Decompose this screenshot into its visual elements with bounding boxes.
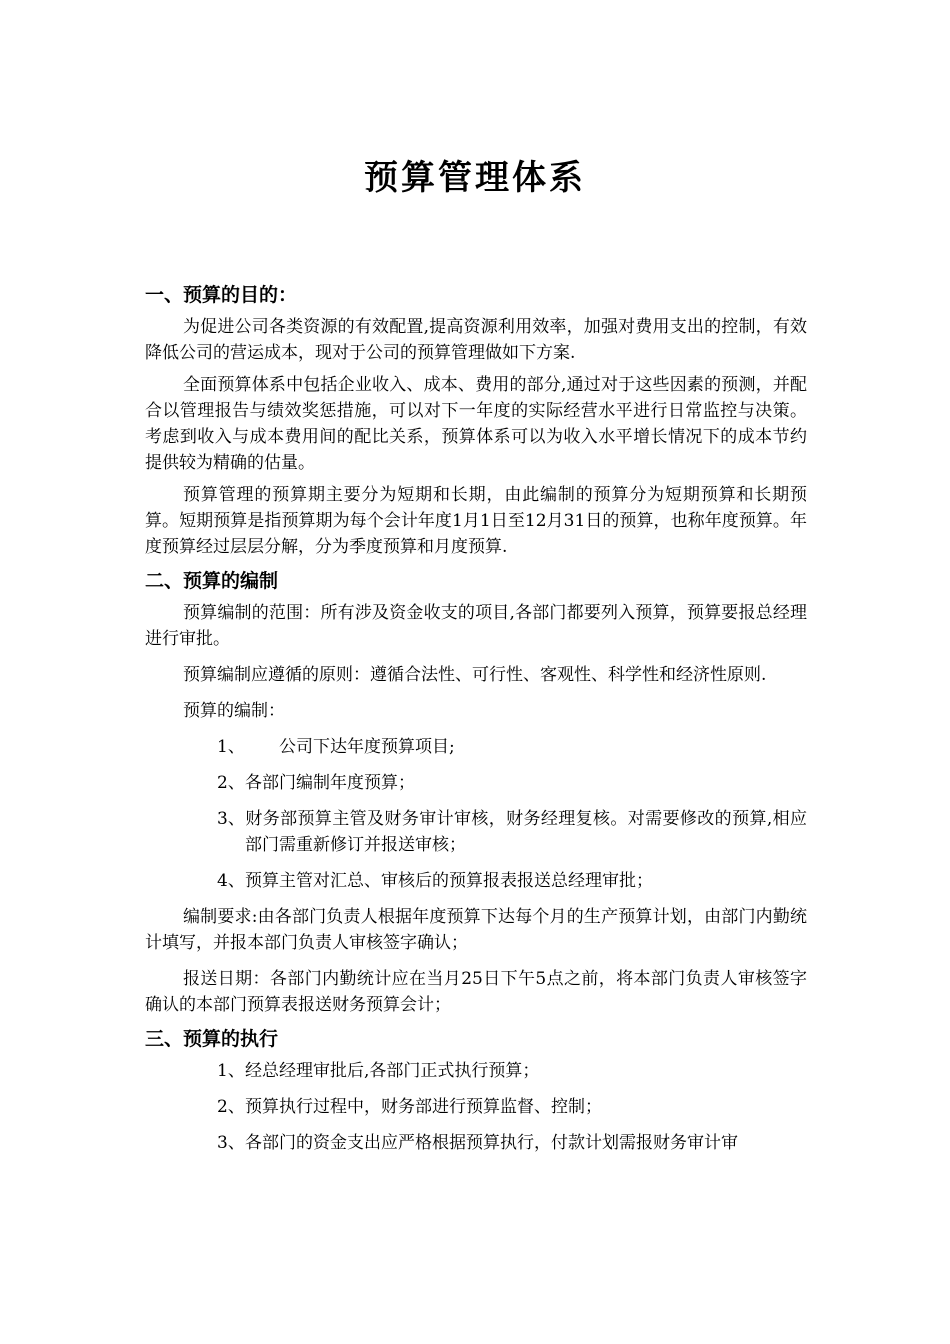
list-item <box>145 806 807 858</box>
list-item-number: 1、 <box>217 1061 245 1081</box>
list-item <box>145 1130 807 1156</box>
paragraph: 预算管理的预算期主要分为短期和长期，由此编制的预算分为短期预算和长期预算。短期预算是指预算期为每个会计年度1月1日至12月31日的预算，也称年度预算。年度预算经过层层分解，分为季度预算和月度预算. <box>145 485 807 557</box>
list-item-text: 财务部预算主管及财务审计审核，财务经理复核。对需要修改的预算,相应部门需重新修订并报送审核； <box>245 809 807 855</box>
list-item-text: 经总经理审批后,各部门正式执行预算； <box>245 1061 540 1081</box>
list-item-text: 公司下达年度预算项目; <box>279 737 455 757</box>
list-item <box>145 1094 807 1120</box>
list-item <box>145 734 807 760</box>
list-item-number: 3、 <box>217 1133 245 1153</box>
paragraph: 为促进公司各类资源的有效配置,提高资源利用效率，加强对费用支出的控制，有效降低公司的营运成本，现对于公司的预算管理做如下方案. <box>145 317 807 363</box>
list-item <box>145 1058 807 1084</box>
list-item-number: 1、 <box>217 737 245 757</box>
document-title: 预算管理体系 <box>364 158 586 198</box>
paragraph: 预算编制的范围：所有涉及资金收支的项目,各部门都要列入预算，预算要报总经理进行审批。 <box>145 603 807 649</box>
list-item-text: 预算执行过程中，财务部进行预算监督、控制； <box>245 1097 602 1117</box>
paragraph: 预算编制应遵循的原则：遵循合法性、可行性、客观性、科学性和经济性原则. <box>183 665 767 685</box>
list-item <box>145 770 807 796</box>
paragraph: 全面预算体系中包括企业收入、成本、费用的部分,通过对于这些因素的预测，并配合以管理报告与绩效奖惩措施，可以对下一年度的实际经营水平进行日常监控与决策。考虑到收入与成本费用间的配比关系，预算体系可以为收入水平增长情况下的成本节约提供较为精确的估量。 <box>145 375 807 473</box>
paragraph: 预算的编制： <box>183 701 285 721</box>
list-item-text: 预算主管对汇总、审核后的预算报表报送总经理审批； <box>245 871 653 891</box>
list-item-number: 2、 <box>217 773 245 793</box>
list-item-number: 2、 <box>217 1097 245 1117</box>
list-item-number: 3、 <box>217 809 245 829</box>
document-body <box>145 280 807 1166</box>
list-item-text: 各部门的资金支出应严格根据预算执行，付款计划需报财务审计审 <box>245 1133 738 1153</box>
list-item-text: 各部门编制年度预算； <box>245 773 415 793</box>
paragraph: 报送日期：各部门内勤统计应在当月25日下午5点之前，将本部门负责人审核签字确认的本部门预算表报送财务预算会计； <box>145 969 807 1015</box>
paragraph: 编制要求:由各部门负责人根据年度预算下达每个月的生产预算计划，由部门内勤统计填写，并报本部门负责人审核签字确认； <box>145 907 807 953</box>
list-item-number: 4、 <box>217 871 245 891</box>
section-heading-compilation: 二、预算的编制 <box>145 570 279 592</box>
section-heading-purpose: 一、预算的目的： <box>145 284 298 306</box>
section-heading-execution: 三、预算的执行 <box>145 1028 279 1050</box>
list-item <box>145 868 807 894</box>
